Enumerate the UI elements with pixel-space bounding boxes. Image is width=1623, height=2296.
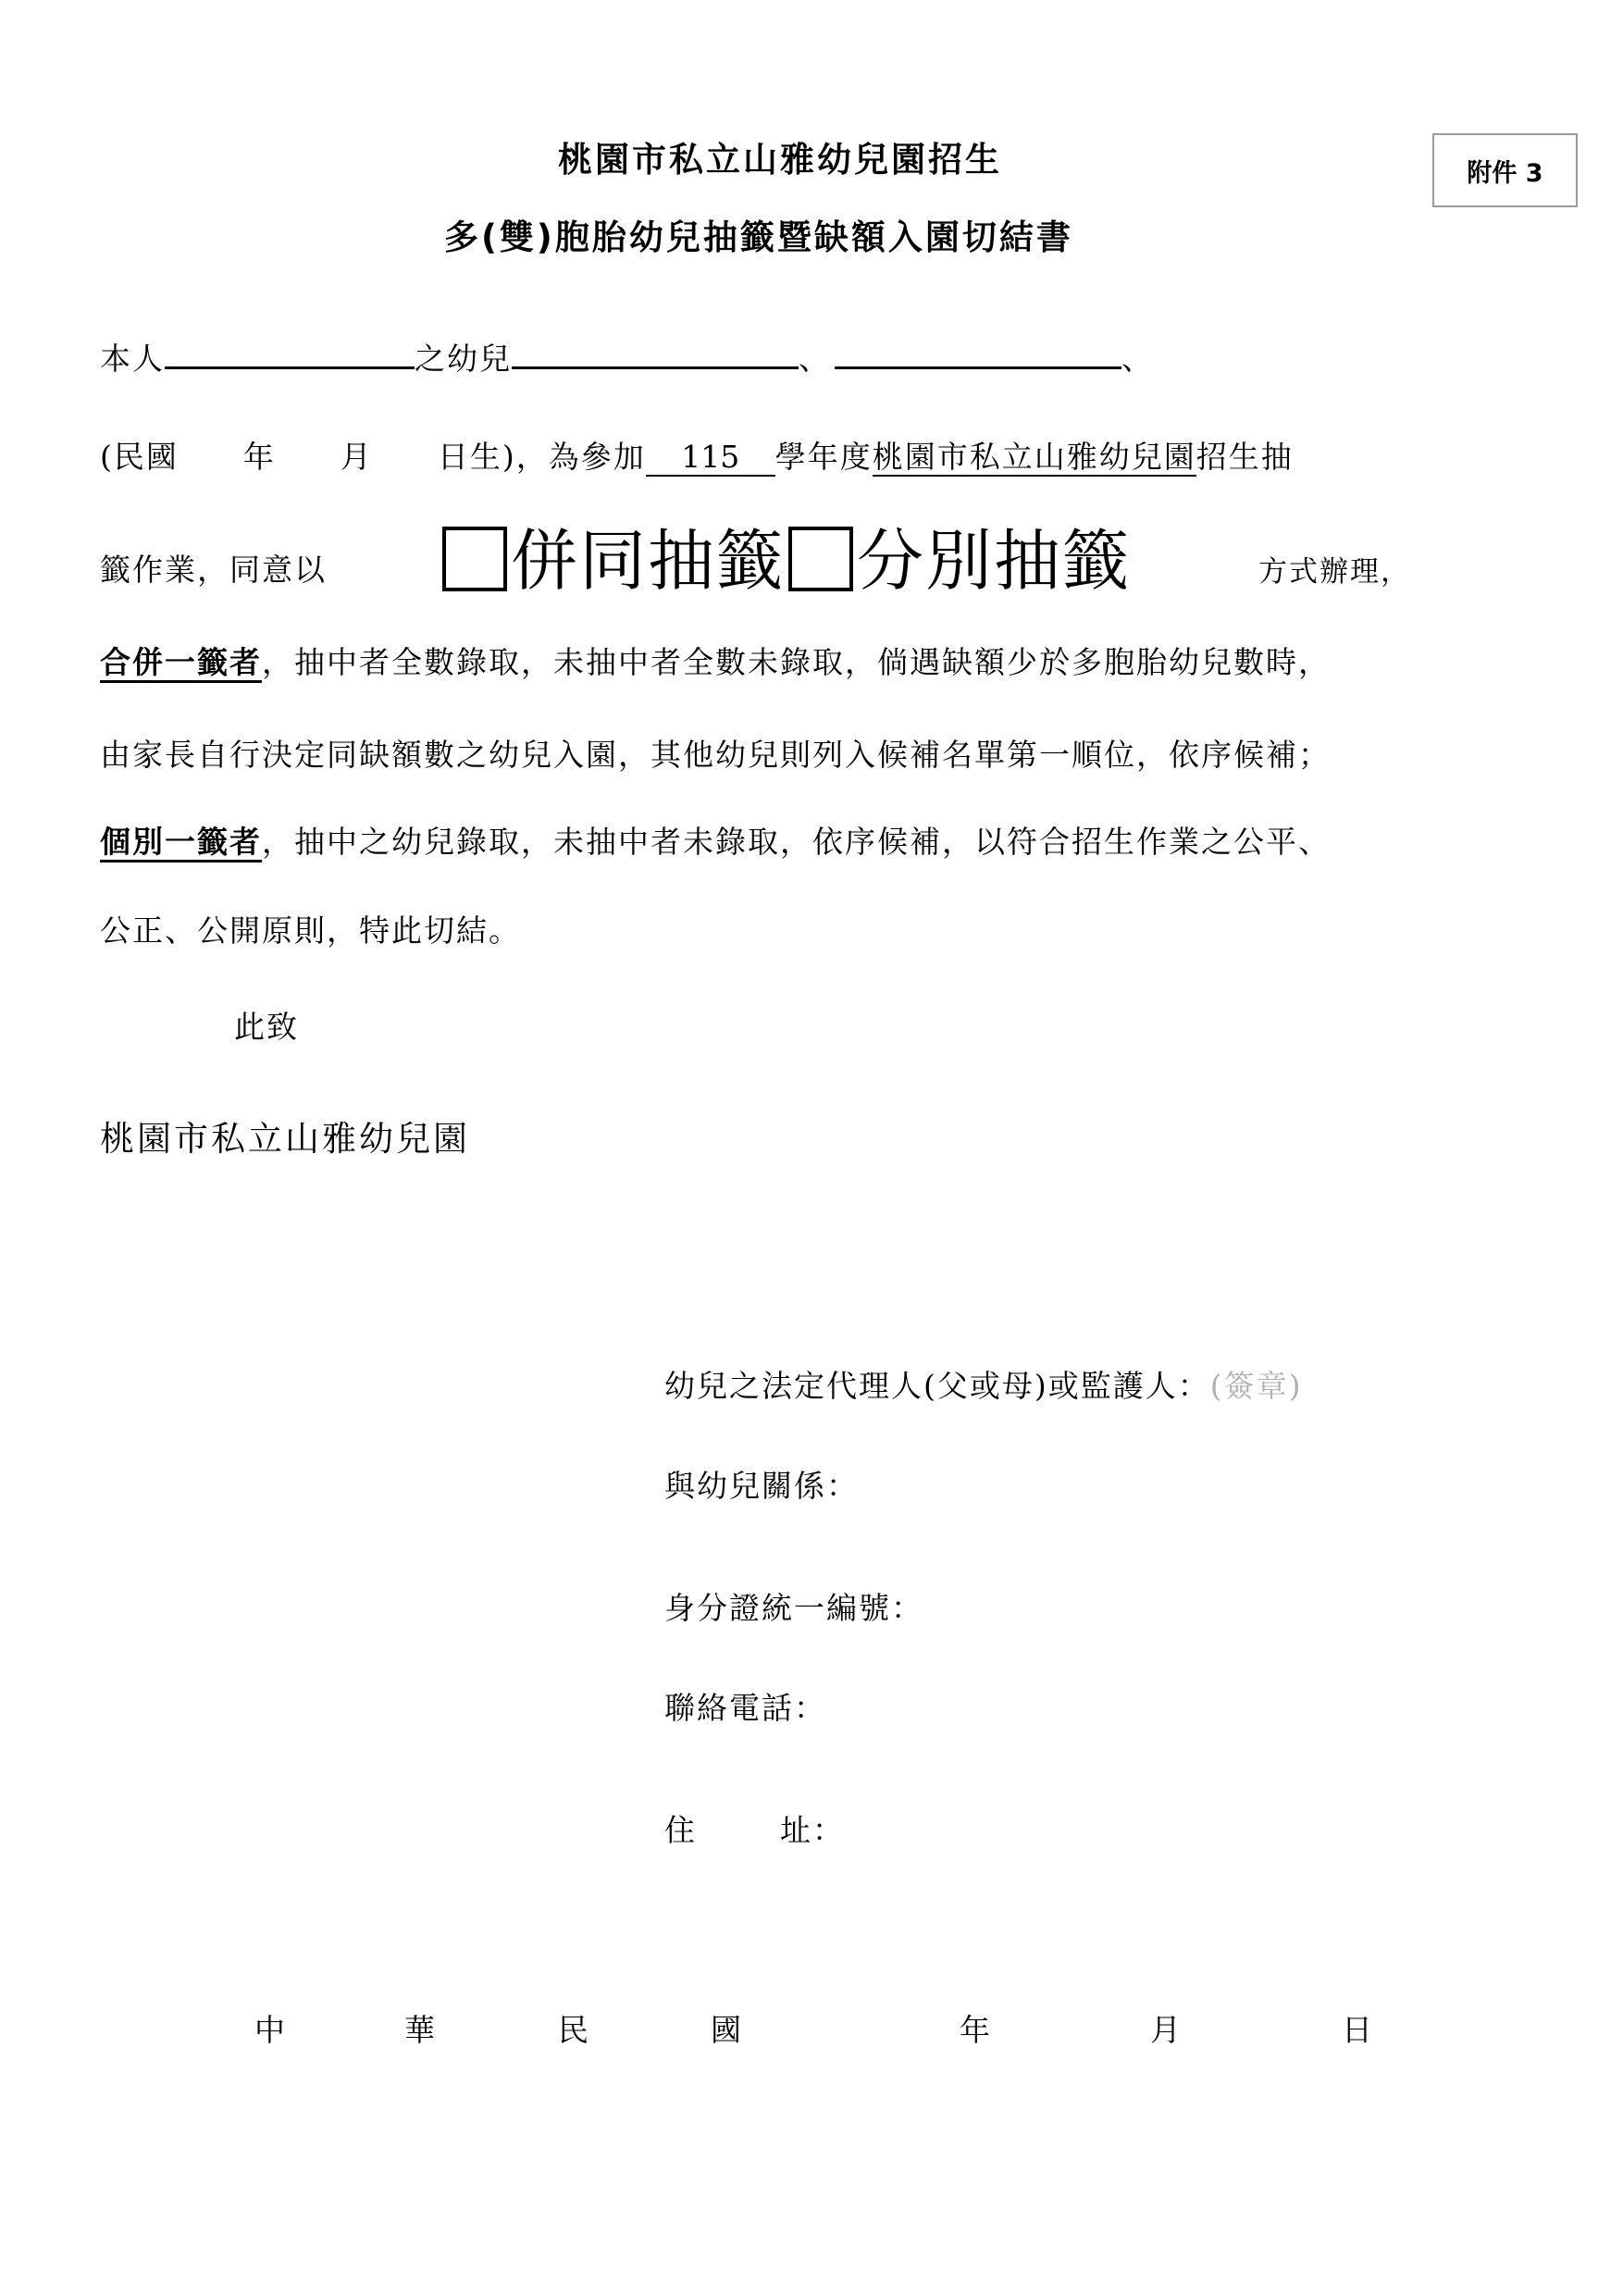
- child-name-blank-1[interactable]: [512, 339, 799, 369]
- declaration-line3-prefix: 籤作業，同意以: [100, 552, 327, 588]
- date-hua: 華: [404, 2012, 435, 2048]
- child-label: 之幼兒: [415, 341, 512, 377]
- joint-draw-label: 併同抽籤: [511, 522, 786, 600]
- school-year-label: 學年度: [774, 439, 873, 475]
- joint-rule-line: [100, 639, 1331, 682]
- page-title-line1: 桃園市私立山雅幼兒園招生: [558, 140, 1002, 180]
- attachment-label: 附件 3: [1432, 133, 1578, 207]
- date-year: 年: [960, 2012, 990, 2048]
- date-month: 月: [1150, 2012, 1181, 2048]
- separate-draw-label: 分別抽籤: [857, 522, 1132, 600]
- declaration-line1: [100, 335, 1154, 379]
- parent-name-blank[interactable]: [165, 339, 415, 369]
- separate-rule-line: [100, 818, 1331, 862]
- child-name-blank-2[interactable]: [835, 339, 1121, 369]
- date-guo: 國: [711, 2012, 741, 2048]
- date-zhong: 中: [254, 2012, 285, 2048]
- relation-label: 與幼兒關係：: [664, 1468, 859, 1504]
- line2-tail: 招生抽: [1196, 439, 1294, 475]
- ci-zhi: 此致: [234, 1009, 299, 1045]
- phone-label: 聯絡電話：: [664, 1690, 826, 1726]
- guardian-label: 幼兒之法定代理人(父或母)或監護人：: [664, 1368, 1210, 1404]
- separate-term: 個別一籤者: [100, 824, 262, 863]
- sign-hint: (簽章): [1209, 1368, 1303, 1404]
- closing-line: 公正、公開原則，特此切結。: [100, 912, 521, 949]
- separator-1: 、: [799, 341, 831, 377]
- joint-term: 合併一籤者: [100, 644, 262, 683]
- separator-2: 、: [1121, 341, 1154, 377]
- self-label: 本人: [100, 341, 165, 377]
- recipient: 桃園市私立山雅幼兒園: [100, 1119, 470, 1159]
- joint-rule-text: ，抽中者全數錄取，未抽中者全數未錄取，倘遇缺額少於多胞胎幼兒數時，: [262, 644, 1331, 680]
- id-number-label: 身分證統一編號：: [664, 1590, 923, 1626]
- date-min: 民: [558, 2012, 588, 2048]
- school-year-value: 115: [646, 439, 775, 477]
- page-title-line2: 多(雙)胞胎幼兒抽籤暨缺額入園切結書: [444, 217, 1073, 257]
- joint-draw-checkbox[interactable]: [442, 527, 507, 591]
- declaration-line2: [100, 433, 1294, 477]
- guardian-line: [664, 1362, 1303, 1406]
- birthdate-text: (民國 年 月 日生)，為參加: [100, 439, 646, 475]
- draw-method-choices: [442, 507, 1131, 603]
- separate-rule-text: ，抽中之幼兒錄取，未抽中者未錄取，依序候補，以符合招生作業之公平、: [262, 824, 1331, 860]
- date-day: 日: [1342, 2012, 1372, 2048]
- declaration-line3-suffix: 方式辦理，: [1258, 555, 1411, 589]
- address-label-1: 住: [664, 1812, 697, 1848]
- separate-draw-checkbox[interactable]: [788, 527, 853, 591]
- address-label-2: 址：: [780, 1812, 845, 1848]
- kindergarten-name: 桃園市私立山雅幼兒園: [872, 439, 1196, 475]
- joint-rule-line2: 由家長自行決定同缺額數之幼兒入園，其他幼兒則列入候補名單第一順位，依序候補；: [100, 737, 1331, 773]
